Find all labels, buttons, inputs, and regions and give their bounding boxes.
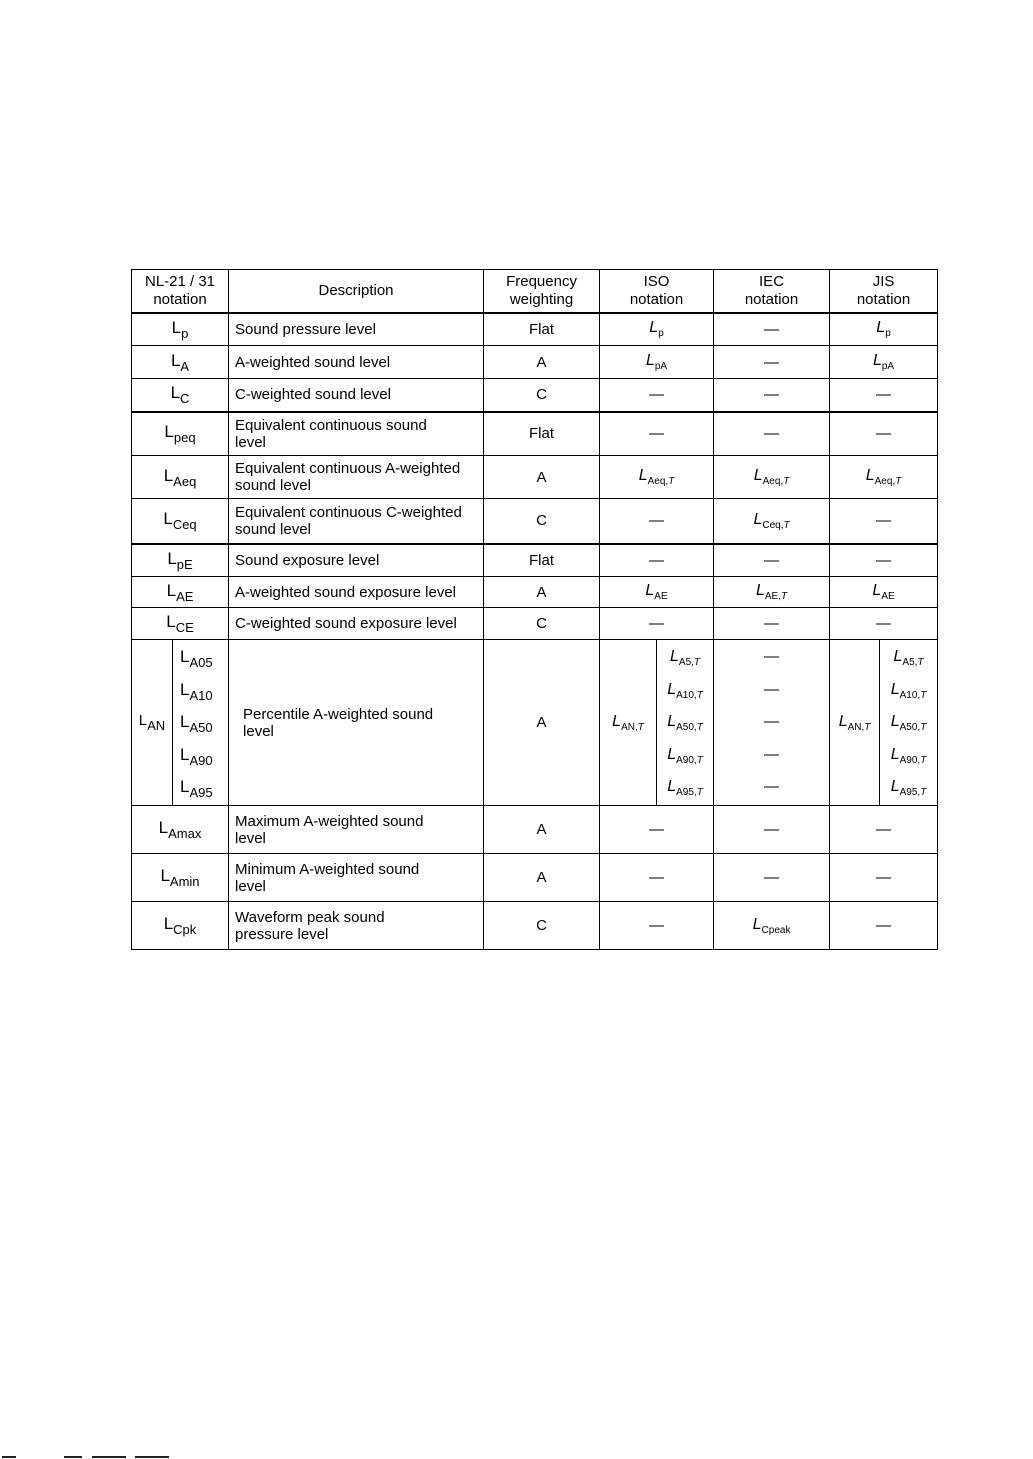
symbol-letter: L (649, 319, 659, 337)
table-row (132, 346, 938, 379)
frequency-weighting: Flat (484, 544, 600, 577)
frequency-weighting: A (484, 346, 600, 379)
notation-symbol (645, 582, 668, 602)
dash: — (764, 615, 780, 632)
nl-notation (132, 412, 229, 456)
symbol-letter: L (166, 612, 176, 631)
symbol-subscript: A95 (189, 785, 213, 801)
description: C-weighted sound exposure level (229, 608, 484, 640)
frequency-weighting: A (484, 854, 600, 902)
notation-symbol (670, 648, 701, 669)
table-row (132, 902, 938, 950)
iso-notation (600, 412, 714, 456)
symbol-subscript: A95, (899, 787, 921, 799)
dash: — (764, 821, 780, 838)
dash: — (649, 615, 665, 632)
symbol-letter: L (667, 680, 677, 698)
dash: — (649, 386, 665, 404)
iec-notation (714, 806, 830, 854)
symbol-letter: L (890, 745, 900, 763)
iso-notation (600, 456, 714, 499)
percentile-item (657, 674, 713, 707)
notation-symbol (180, 712, 213, 736)
symbol-letter: L (893, 648, 903, 666)
symbol-time-subscript: T (668, 476, 675, 487)
jis-notation (830, 577, 938, 608)
iso-notation (600, 499, 714, 544)
dash: — (876, 386, 892, 404)
iec-notation (714, 854, 830, 902)
dash: — (764, 386, 780, 404)
symbol-time-subscript: T (920, 722, 927, 734)
frequency-weighting: C (484, 902, 600, 950)
symbol-time-subscript: T (895, 476, 902, 487)
nl-notation (132, 640, 173, 806)
iso-notation (600, 854, 714, 902)
jis-notation (830, 544, 938, 577)
dash: — (876, 917, 892, 934)
symbol-letter: L (166, 580, 177, 600)
symbol-letter: L (180, 712, 190, 732)
table-row (132, 313, 938, 346)
iec-notation (714, 412, 830, 456)
symbol-subscript: A90 (189, 752, 213, 768)
symbol-subscript: Ceq (172, 517, 197, 533)
iso-notation (600, 608, 714, 640)
jis-notation (830, 640, 880, 806)
percentile-item (880, 739, 937, 772)
description: Equivalent continuous A-weighted sound level (229, 456, 484, 499)
notation-symbol (890, 745, 927, 766)
symbol-subscript: AE, (764, 591, 781, 602)
description: Equivalent continuous C-weighted sound level (229, 499, 484, 544)
symbol-letter: L (753, 510, 763, 528)
symbol-subscript: A5, (902, 657, 918, 669)
symbol-subscript: AN (147, 718, 166, 733)
dash: — (876, 551, 892, 569)
percentile-item (880, 674, 937, 707)
symbol-subscript: A10, (899, 689, 921, 701)
symbol-subscript: C (180, 391, 190, 407)
column-header: Description (229, 270, 484, 313)
symbol-subscript: Aeq, (762, 476, 784, 487)
symbol-time-subscript: T (920, 754, 927, 766)
percentile-item (880, 706, 937, 739)
notation-symbol (180, 744, 213, 768)
iso-notation (600, 640, 657, 806)
percentile-item (657, 706, 713, 739)
percentile-item (180, 771, 228, 804)
symbol-subscript: Amin (169, 874, 200, 889)
description: Waveform peak sound pressure level (229, 902, 484, 950)
notation-symbol (180, 679, 213, 703)
symbol-time-subscript: T (637, 721, 644, 733)
dash: — (764, 680, 780, 698)
notation-symbol (163, 914, 197, 937)
dash: — (649, 425, 665, 443)
symbol-subscript: A50, (676, 722, 697, 734)
jis-notation (830, 854, 938, 902)
jis-notation (830, 346, 938, 379)
column-header: JIS notation (830, 270, 938, 313)
nl-notation (132, 499, 229, 544)
dash: — (876, 615, 892, 632)
symbol-letter: L (180, 679, 190, 699)
notation-symbol (166, 612, 194, 635)
symbol-letter: L (890, 680, 900, 698)
dash: — (876, 821, 892, 838)
symbol-letter: L (167, 548, 177, 568)
table-row (132, 544, 938, 577)
symbol-subscript: AE (654, 591, 668, 602)
column-header: Frequency weighting (484, 270, 600, 313)
notation-symbol (755, 582, 788, 602)
nl-notation (132, 313, 229, 346)
nl-percentile-list (173, 640, 229, 806)
frequency-weighting: C (484, 379, 600, 412)
symbol-letter: L (180, 744, 190, 764)
jis-notation (830, 412, 938, 456)
percentile-item (880, 771, 937, 804)
notation-symbol (876, 319, 891, 340)
jis-notation (830, 806, 938, 854)
symbol-letter: L (865, 467, 875, 484)
symbol-time-subscript: T (920, 787, 927, 799)
frequency-weighting: C (484, 608, 600, 640)
symbol-time-subscript: T (696, 689, 703, 701)
symbol-time-subscript: T (696, 787, 703, 799)
dash: — (764, 551, 780, 569)
symbol-subscript: Aeq (173, 473, 197, 489)
percentile-item (657, 771, 713, 804)
nl-notation (132, 577, 229, 608)
notation-symbol (872, 582, 895, 602)
symbol-subscript: A90, (676, 754, 697, 766)
description: A-weighted sound exposure level (229, 577, 484, 608)
symbol-time-subscript: T (780, 591, 788, 602)
header-row (132, 270, 938, 313)
symbol-letter: L (163, 509, 173, 529)
iec-notation (714, 544, 830, 577)
notation-symbol (753, 467, 790, 487)
notation-symbol (890, 680, 927, 701)
iec-notation (714, 456, 830, 499)
notation-symbol (163, 509, 197, 533)
frequency-weighting: A (484, 806, 600, 854)
frequency-weighting: Flat (484, 412, 600, 456)
nl-notation (132, 544, 229, 577)
table-row (132, 608, 938, 640)
percentile-item (657, 739, 713, 772)
table-row-percentile (132, 640, 938, 806)
percentile-item (180, 674, 228, 707)
table-row (132, 499, 938, 544)
notation-symbol (612, 712, 644, 733)
symbol-letter: L (752, 915, 762, 933)
symbol-time-subscript: T (696, 754, 703, 766)
percentile-item (180, 739, 228, 772)
notation-symbol (645, 352, 668, 372)
notation-symbol (753, 510, 790, 531)
table-row (132, 456, 938, 499)
symbol-letter: L (667, 778, 677, 796)
symbol-subscript: Amax (168, 826, 202, 841)
symbol-letter: L (180, 647, 190, 667)
symbol-letter: L (170, 350, 181, 370)
notation-symbol (893, 648, 924, 669)
symbol-subscript: AN, (847, 721, 865, 733)
notation-symbol (667, 680, 703, 701)
column-header: IEC notation (714, 270, 830, 313)
table-row (132, 412, 938, 456)
nl-notation (132, 854, 229, 902)
symbol-subscript: AE (176, 588, 194, 604)
dash: — (764, 778, 780, 796)
iso-notation (600, 544, 714, 577)
symbol-letter: L (838, 712, 848, 730)
frequency-weighting: C (484, 499, 600, 544)
jis-notation (830, 902, 938, 950)
symbol-letter: L (667, 713, 677, 731)
iec-notation (714, 499, 830, 544)
dash: — (649, 917, 665, 934)
percentile-item (180, 706, 228, 739)
frequency-weighting: Flat (484, 313, 600, 346)
notation-symbol (890, 713, 927, 734)
symbol-subscript: AE (881, 591, 895, 602)
cropped-footer-mark (92, 1456, 126, 1458)
symbol-subscript: A10, (676, 689, 697, 701)
symbol-subscript: A95, (676, 787, 697, 799)
symbol-letter: L (645, 582, 655, 599)
symbol-letter: L (163, 914, 174, 933)
iso-notation (600, 806, 714, 854)
notation-symbol (667, 778, 703, 799)
iec-notation (714, 902, 830, 950)
symbol-subscript: pA (881, 361, 895, 372)
nl-notation (132, 379, 229, 412)
jis-notation (830, 379, 938, 412)
iec-notation (714, 577, 830, 608)
iso-percentile-list (657, 640, 714, 806)
jis-percentile-list (880, 640, 938, 806)
notation-symbol (171, 317, 189, 341)
dash: — (649, 869, 665, 886)
notation-symbol (170, 383, 190, 407)
cropped-footer-mark (64, 1456, 82, 1458)
table-row (132, 854, 938, 902)
symbol-subscript: Aeq, (874, 476, 896, 487)
notation-symbol (164, 422, 196, 446)
description: Sound pressure level (229, 313, 484, 346)
dash: — (764, 869, 780, 886)
percentile-item (657, 641, 713, 674)
description: Minimum A-weighted sound level (229, 854, 484, 902)
symbol-letter: L (890, 713, 900, 731)
dash: — (764, 713, 780, 731)
description: Maximum A-weighted sound level (229, 806, 484, 854)
nl-notation (132, 902, 229, 950)
frequency-weighting: A (484, 577, 600, 608)
dash: — (764, 353, 780, 371)
symbol-subscript: A05 (189, 655, 213, 671)
jis-notation (830, 456, 938, 499)
symbol-letter: L (171, 317, 182, 337)
table-row (132, 577, 938, 608)
notation-symbol (158, 818, 202, 841)
description: Equivalent continuous sound level (229, 412, 484, 456)
dash: — (876, 512, 892, 530)
notation-symbol (180, 777, 213, 801)
symbol-letter: L (138, 712, 148, 729)
symbol-subscript: A50, (899, 722, 921, 734)
iso-notation (600, 902, 714, 950)
table-row (132, 379, 938, 412)
notation-symbol (138, 712, 166, 733)
sound-level-notation-table (131, 269, 938, 950)
symbol-time-subscript: T (696, 722, 703, 734)
notation-symbol (667, 745, 703, 766)
description: Percentile A-weighted sound level (229, 640, 484, 806)
iec-notation (714, 313, 830, 346)
jis-notation (830, 313, 938, 346)
symbol-letter: L (158, 818, 169, 837)
notation-symbol (167, 548, 193, 572)
iec-notation (714, 379, 830, 412)
symbol-time-subscript: T (917, 657, 924, 669)
iso-notation (600, 346, 714, 379)
column-header: ISO notation (600, 270, 714, 313)
symbol-time-subscript: T (693, 657, 701, 669)
notation-symbol (752, 915, 791, 936)
symbol-subscript: CE (175, 620, 194, 635)
dash: — (649, 512, 665, 530)
symbol-subscript: A10 (189, 687, 213, 703)
symbol-letter: L (612, 712, 622, 730)
nl-notation (132, 608, 229, 640)
dash: — (764, 648, 780, 666)
symbol-subscript: AN, (621, 721, 638, 733)
notation-symbol (667, 713, 703, 734)
notation-symbol (890, 778, 927, 799)
symbol-subscript: Cpk (173, 922, 197, 937)
symbol-subscript: A90, (899, 754, 921, 766)
notation-symbol (872, 352, 895, 372)
symbol-subscript: A (180, 358, 190, 374)
dash: — (764, 425, 780, 443)
symbol-letter: L (667, 745, 677, 763)
dash: — (876, 869, 892, 886)
iso-notation (600, 379, 714, 412)
jis-notation (830, 608, 938, 640)
notation-symbol (170, 350, 190, 374)
symbol-letter: L (872, 352, 882, 369)
symbol-subscript: Aeq, (647, 476, 669, 487)
notation-symbol (638, 467, 675, 487)
iec-notation (714, 346, 830, 379)
notation-symbol (163, 465, 197, 489)
symbol-subscript: p (658, 328, 664, 340)
symbol-letter: L (876, 319, 886, 337)
dash: — (764, 320, 780, 338)
symbol-letter: L (670, 648, 679, 666)
dash: — (649, 821, 665, 838)
notation-symbol (865, 467, 902, 487)
notation-symbol (160, 866, 200, 889)
symbol-subscript: Cpeak (761, 924, 791, 936)
iso-notation (600, 577, 714, 608)
symbol-subscript: peq (173, 430, 196, 446)
notation-symbol (649, 319, 664, 340)
description: Sound exposure level (229, 544, 484, 577)
iec-notation (714, 640, 830, 806)
symbol-subscript: pA (654, 361, 668, 372)
cropped-footer-mark (2, 1456, 16, 1458)
symbol-letter: L (753, 467, 763, 484)
symbol-subscript: A5, (678, 657, 694, 669)
dash: — (649, 551, 665, 569)
symbol-letter: L (160, 866, 170, 885)
iso-notation (600, 313, 714, 346)
percentile-item (880, 641, 937, 674)
symbol-subscript: p (181, 325, 189, 341)
symbol-time-subscript: T (864, 721, 871, 733)
dash: — (876, 425, 892, 443)
table-row (132, 806, 938, 854)
symbol-letter: L (638, 467, 648, 484)
notation-symbol (180, 647, 213, 671)
symbol-subscript: p (885, 328, 891, 340)
symbol-letter: L (163, 465, 174, 485)
symbol-subscript: Ceq, (762, 519, 784, 531)
column-header: NL-21 / 31 notation (132, 270, 229, 313)
iec-notation (714, 608, 830, 640)
frequency-weighting: A (484, 640, 600, 806)
description: A-weighted sound level (229, 346, 484, 379)
symbol-letter: L (180, 777, 190, 797)
symbol-subscript: A50 (189, 720, 213, 736)
dash: — (764, 745, 780, 763)
symbol-subscript: pE (176, 556, 193, 572)
frequency-weighting: A (484, 456, 600, 499)
cropped-footer-mark (135, 1456, 169, 1458)
jis-notation (830, 499, 938, 544)
nl-notation (132, 806, 229, 854)
symbol-letter: L (890, 778, 900, 796)
symbol-letter: L (164, 422, 174, 442)
percentile-item (180, 641, 228, 674)
symbol-letter: L (170, 383, 181, 403)
symbol-time-subscript: T (920, 689, 927, 701)
symbol-time-subscript: T (783, 476, 790, 487)
symbol-letter: L (755, 582, 765, 599)
symbol-time-subscript: T (783, 519, 790, 531)
notation-symbol (166, 580, 194, 604)
symbol-letter: L (645, 352, 655, 369)
nl-notation (132, 456, 229, 499)
notation-symbol (838, 712, 871, 733)
description: C-weighted sound level (229, 379, 484, 412)
nl-notation (132, 346, 229, 379)
symbol-letter: L (872, 582, 882, 599)
